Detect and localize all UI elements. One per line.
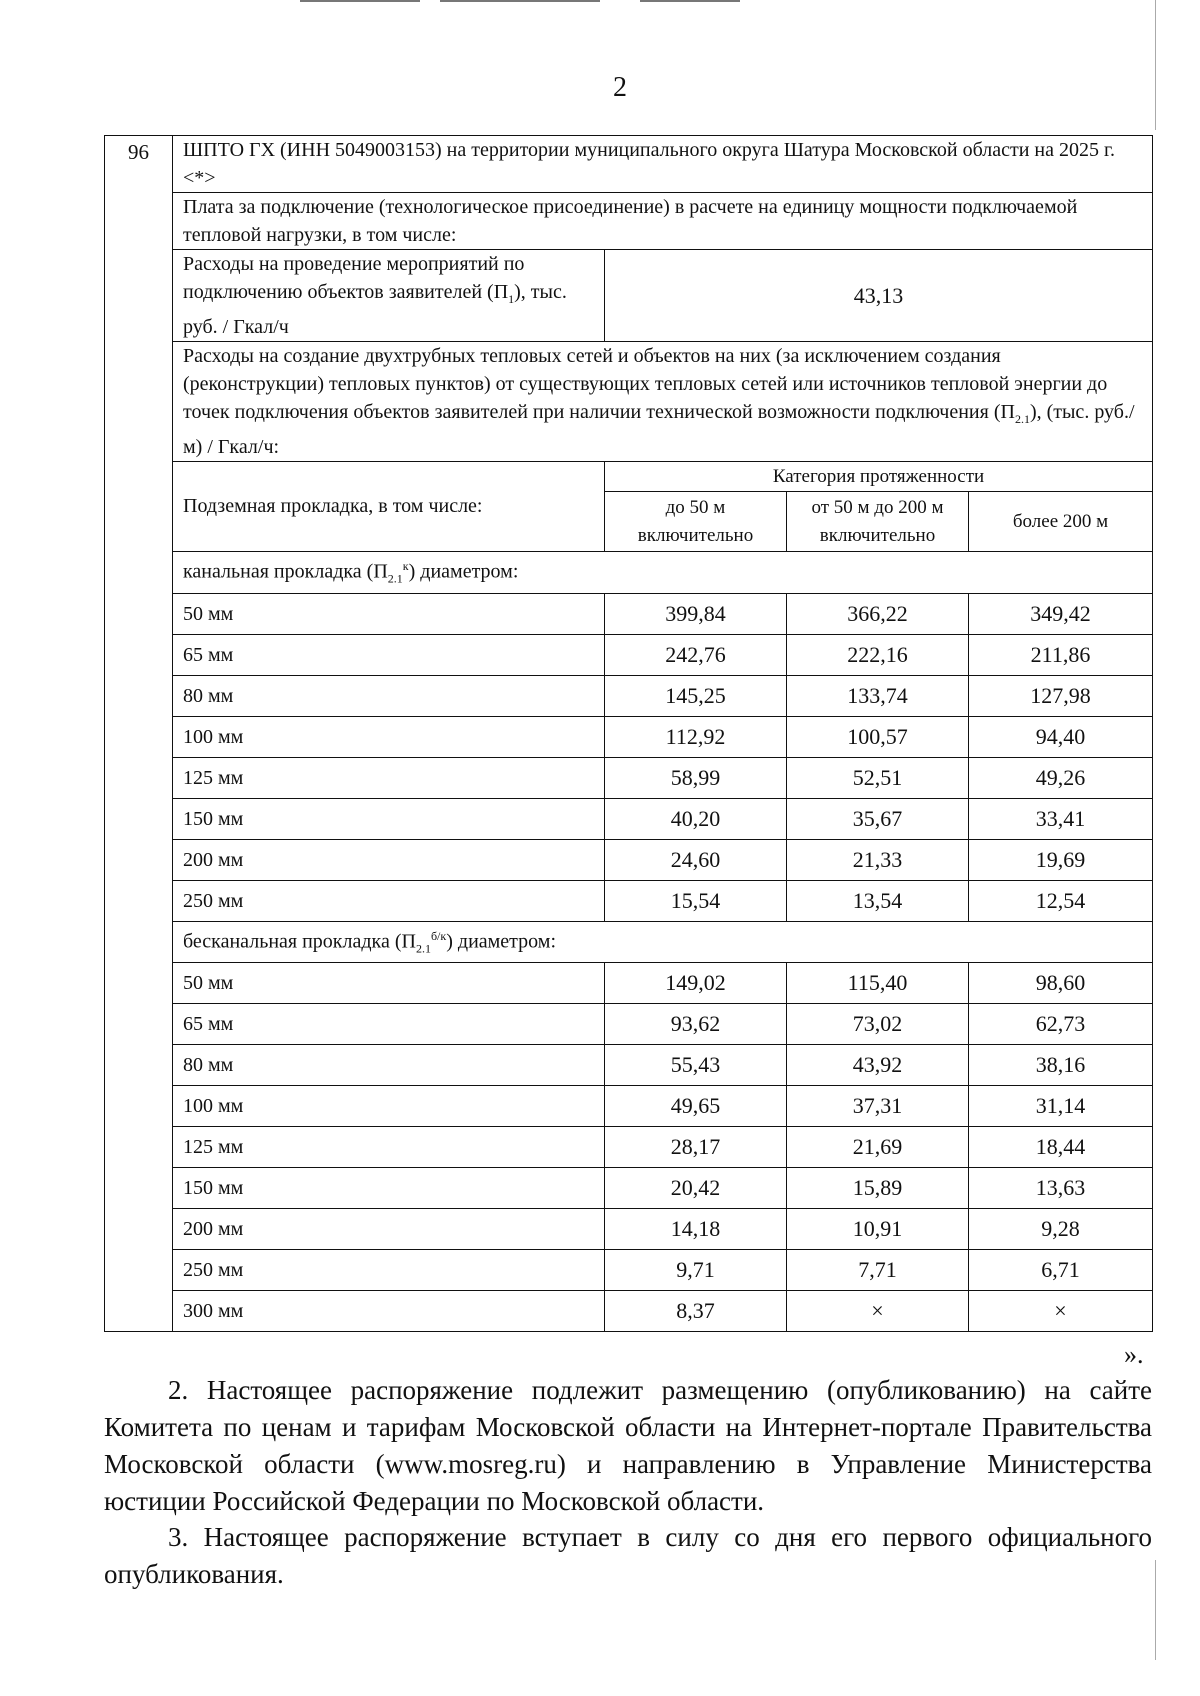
value-cell: 14,18	[605, 1209, 787, 1250]
page-number: 2	[613, 72, 627, 103]
value-cell: 21,69	[787, 1127, 969, 1168]
value-cell: ×	[969, 1291, 1153, 1332]
value-cell: 98,60	[969, 963, 1153, 1004]
channelless-section-label: бесканальная прокладка $(П_{2.1}^{б/к})$ диаметром:	[173, 921, 1153, 963]
value-cell: 15,89	[787, 1168, 969, 1209]
table-row	[105, 1291, 1153, 1332]
value-cell: 13,63	[969, 1168, 1153, 1209]
row-number: 96	[105, 136, 173, 1332]
value-cell: 28,17	[605, 1127, 787, 1168]
diameter-cell: 200 мм	[173, 839, 605, 880]
p1-label: Расходы на проведение мероприятий по подключению объектов заявителей $(П_1)$, тыс. руб. / Гкал/ч	[173, 250, 605, 342]
value-cell: 399,84	[605, 593, 787, 634]
diameter-cell: 65 мм	[173, 634, 605, 675]
value-cell: 49,26	[969, 757, 1153, 798]
value-cell: 18,44	[969, 1127, 1153, 1168]
value-cell: 24,60	[605, 839, 787, 880]
table-row	[105, 1250, 1153, 1291]
value-cell: 35,67	[787, 798, 969, 839]
value-cell: 115,40	[787, 963, 969, 1004]
value-cell: 10,91	[787, 1209, 969, 1250]
p1-value: 43,13	[605, 250, 1153, 342]
value-cell: ×	[787, 1291, 969, 1332]
value-cell: 6,71	[969, 1250, 1153, 1291]
diameter-cell: 250 мм	[173, 880, 605, 921]
table-row	[105, 1127, 1153, 1168]
table-row	[105, 880, 1153, 921]
value-cell: 7,71	[787, 1250, 969, 1291]
value-cell: 12,54	[969, 880, 1153, 921]
value-cell: 242,76	[605, 634, 787, 675]
paragraph-2-text: 2. Настоящее распоряжение подлежит размещению (опубликованию) на сайте Комитета по ценам и тарифам Московской области на Интернет-портале Правительства Московской области (www.mosreg.ru) и направлению в Управление Министерства юстиции Российской Федерации по Московской области.	[104, 1375, 1152, 1516]
diameter-cell: 100 мм	[173, 716, 605, 757]
diameter-cell: 125 мм	[173, 1127, 605, 1168]
diameter-cell: 200 мм	[173, 1209, 605, 1250]
table-row	[105, 1086, 1153, 1127]
underground-label: Подземная прокладка, в том числе:	[173, 462, 605, 552]
scan-top-edge	[0, 0, 1200, 4]
value-cell: 211,86	[969, 634, 1153, 675]
table-row	[105, 1209, 1153, 1250]
value-cell: 222,16	[787, 634, 969, 675]
paragraph-2	[104, 1372, 1152, 1520]
value-cell: 366,22	[787, 593, 969, 634]
diameter-cell: 150 мм	[173, 1168, 605, 1209]
fee-intro: Плата за подключение (технологическое присоединение) в расчете на единицу мощности подключаемой тепловой нагрузки, в том числе:	[173, 193, 1153, 250]
value-cell: 43,92	[787, 1045, 969, 1086]
value-cell: 9,28	[969, 1209, 1153, 1250]
value-cell: 20,42	[605, 1168, 787, 1209]
value-cell: 9,71	[605, 1250, 787, 1291]
diameter-cell: 100 мм	[173, 1086, 605, 1127]
value-cell: 52,51	[787, 757, 969, 798]
value-cell: 94,40	[969, 716, 1153, 757]
value-cell: 38,16	[969, 1045, 1153, 1086]
value-cell: 19,69	[969, 839, 1153, 880]
tariff-table	[104, 135, 1153, 1332]
paragraph-3	[104, 1519, 1152, 1593]
table-row	[105, 798, 1153, 839]
value-cell: 40,20	[605, 798, 787, 839]
diameter-cell: 300 мм	[173, 1291, 605, 1332]
table-row	[105, 716, 1153, 757]
diameter-cell: 50 мм	[173, 593, 605, 634]
category-header: Категория протяженности	[605, 462, 1153, 492]
table-row	[105, 839, 1153, 880]
value-cell: 100,57	[787, 716, 969, 757]
diameter-cell: 250 мм	[173, 1250, 605, 1291]
value-cell: 37,31	[787, 1086, 969, 1127]
value-cell: 149,02	[605, 963, 787, 1004]
value-cell: 349,42	[969, 593, 1153, 634]
table-row	[105, 963, 1153, 1004]
value-cell: 62,73	[969, 1004, 1153, 1045]
value-cell: 127,98	[969, 675, 1153, 716]
paragraph-3-text: 3. Настоящее распоряжение вступает в силу со дня его первого официального опубликования.	[104, 1522, 1152, 1589]
table-row	[105, 757, 1153, 798]
value-cell: 13,54	[787, 880, 969, 921]
value-cell: 33,41	[969, 798, 1153, 839]
table-row	[105, 634, 1153, 675]
value-cell: 133,74	[787, 675, 969, 716]
value-cell: 49,65	[605, 1086, 787, 1127]
diameter-cell: 150 мм	[173, 798, 605, 839]
value-cell: 31,14	[969, 1086, 1153, 1127]
value-cell: 112,92	[605, 716, 787, 757]
table-row	[105, 593, 1153, 634]
col-header-over-200: более 200 м	[969, 492, 1153, 552]
col-header-up-to-50: до 50 м включительно	[605, 492, 787, 552]
value-cell: 145,25	[605, 675, 787, 716]
value-cell: 55,43	[605, 1045, 787, 1086]
table-row	[105, 1045, 1153, 1086]
value-cell: 15,54	[605, 880, 787, 921]
p21-description: Расходы на создание двухтрубных тепловых сетей и объектов на них (за исключением создания (реконструкции) тепловых пунктов) от существующих тепловых сетей или источников тепловой энергии до точек подключения объектов заявителей при наличии технической возможности подключения $(П_{2.1})$, (тыс. руб./м) / Гкал/ч:	[173, 342, 1153, 462]
value-cell: 21,33	[787, 839, 969, 880]
value-cell: 93,62	[605, 1004, 787, 1045]
value-cell: 73,02	[787, 1004, 969, 1045]
value-cell: 58,99	[605, 757, 787, 798]
diameter-cell: 80 мм	[173, 675, 605, 716]
channel-section-label: канальная прокладка $(П_{2.1}^к)$ диаметром:	[173, 552, 1153, 594]
table-row	[105, 1168, 1153, 1209]
diameter-cell: 125 мм	[173, 757, 605, 798]
organization-title: ШПТО ГХ (ИНН 5049003153) на территории муниципального округа Шатура Московской области на 2025 г. <*>	[173, 136, 1153, 193]
diameter-cell: 65 мм	[173, 1004, 605, 1045]
table-row	[105, 1004, 1153, 1045]
table-row	[105, 675, 1153, 716]
scan-edge-mark	[1155, 1560, 1156, 1660]
closing-quote: ».	[1124, 1340, 1144, 1369]
value-cell: 8,37	[605, 1291, 787, 1332]
diameter-cell: 80 мм	[173, 1045, 605, 1086]
diameter-cell: 50 мм	[173, 963, 605, 1004]
col-header-50-to-200: от 50 м до 200 м включительно	[787, 492, 969, 552]
scan-edge-mark	[1155, 0, 1156, 130]
